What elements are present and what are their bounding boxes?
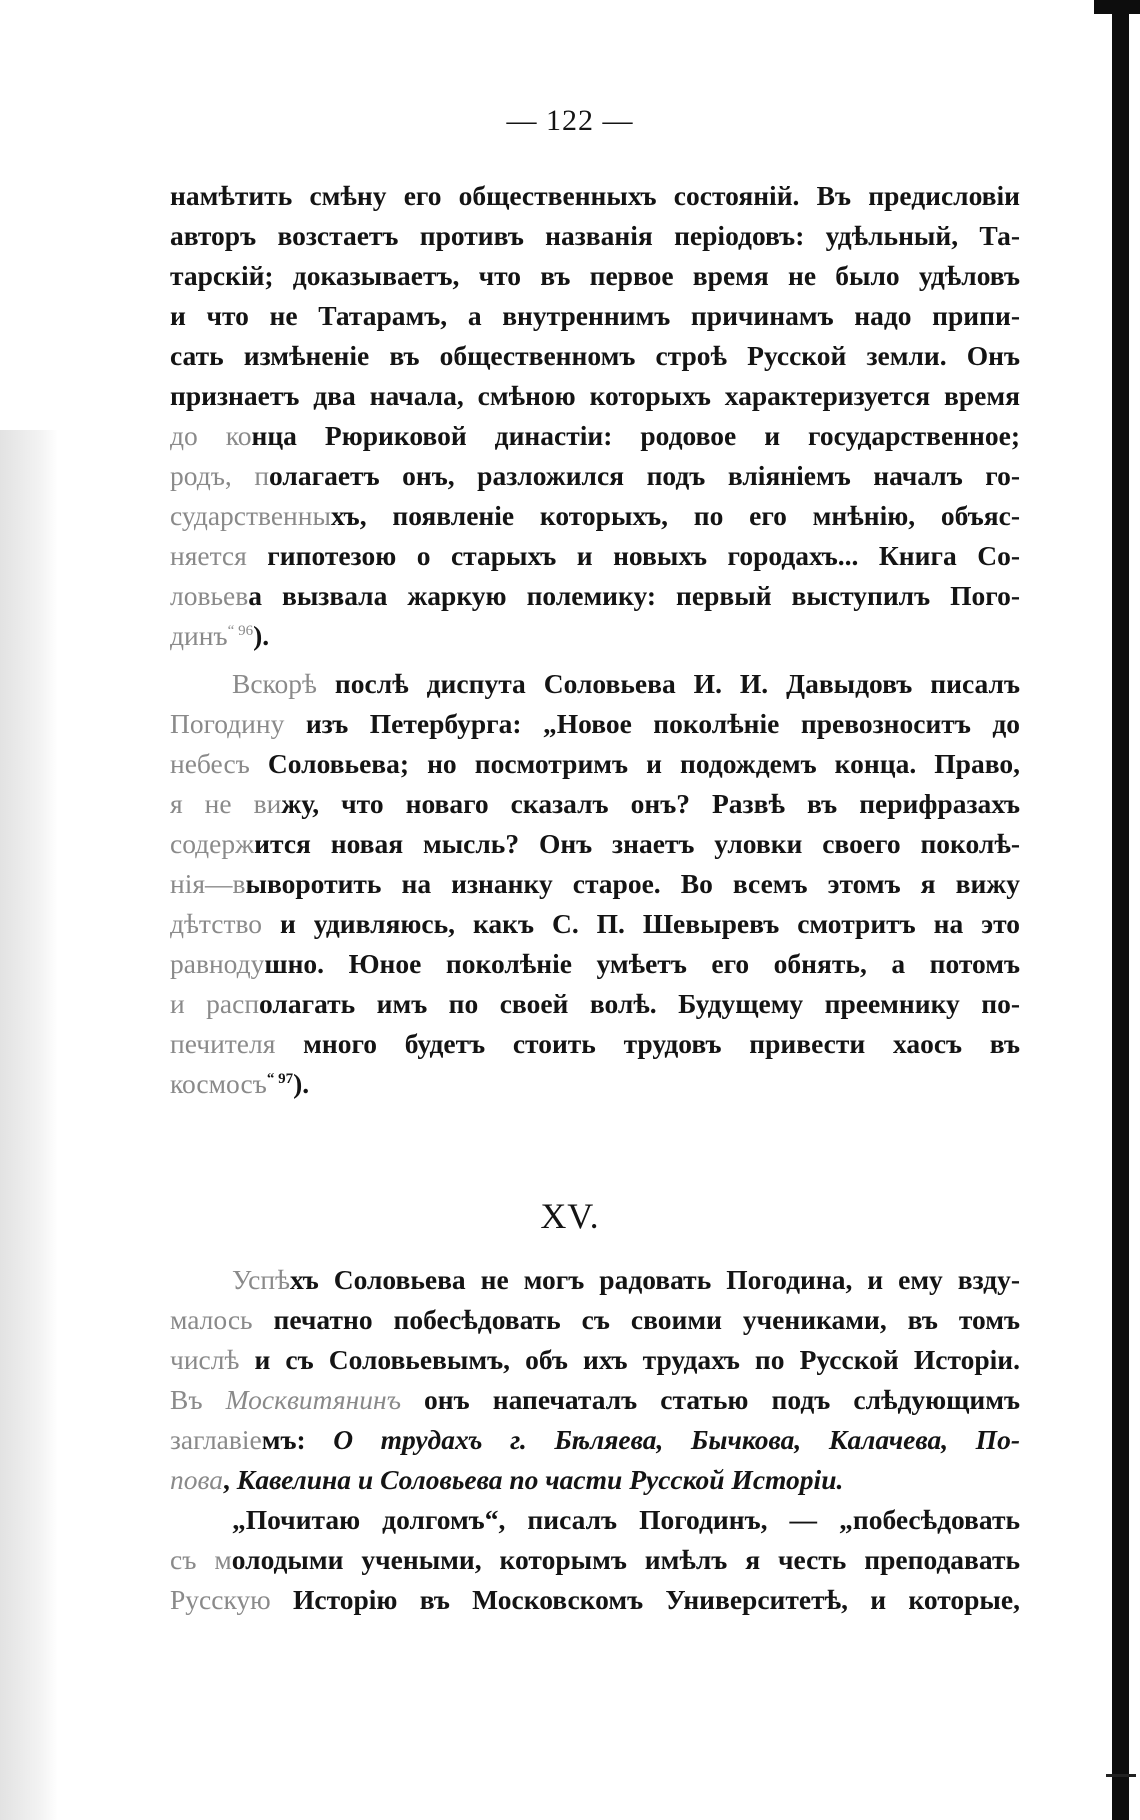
text-line: нія—выворотить на изнанку старое. Во всемъ этомъ я вижу xyxy=(170,868,1020,899)
page-number: — 122 — xyxy=(506,104,634,137)
footnote-marker: “ 96 xyxy=(227,622,254,639)
text-line: до конца Рюриковой династіи: родовое и государственное; xyxy=(170,420,1020,451)
text-line: сударственныхъ, появленіе которыхъ, по его мнѣнію, объяс- xyxy=(170,500,1020,531)
text-line: тарскій; доказываетъ, что въ первое время не было удѣловъ xyxy=(170,260,1020,291)
section-heading: XV. xyxy=(540,1196,600,1236)
scan-bottom-right-mark xyxy=(1106,1774,1136,1777)
text-line: Погодину изъ Петербурга: „Новое поколѣніе превозноситъ до xyxy=(170,708,1020,739)
text-line: родъ, полагаетъ онъ, разложился подъ вліяніемъ началъ го- xyxy=(170,460,1020,491)
footnote-marker: “ 97 xyxy=(266,1070,294,1087)
text-line: небесъ Соловьева; но посмотримъ и подождемъ конца. Право, xyxy=(170,748,1020,779)
text-line: Вскорѣ послѣ диспута Соловьева И. И. Давыдовъ писалъ xyxy=(232,668,1020,699)
text-line: Русскую Исторію въ Московскомъ Университетѣ, и которые, xyxy=(170,1584,1020,1615)
text-line: равнодушно. Юное поколѣніе умѣетъ его обнять, а потомъ xyxy=(170,948,1020,979)
scan-right-edge-bar xyxy=(1112,0,1129,1820)
text-line: признаетъ два начала, смѣною которыхъ характеризуется время xyxy=(170,380,1020,411)
text-line: ловьева вызвала жаркую полемику: первый выступилъ Пого- xyxy=(170,580,1020,611)
text-line: Въ Москвитянинъ онъ напечаталъ статью подъ слѣдующимъ xyxy=(170,1384,1021,1415)
text-line: авторъ возстаетъ противъ названія періодовъ: удѣльный, Та- xyxy=(170,220,1020,251)
text-line: малось печатно побесѣдовать съ своими учениками, въ томъ xyxy=(170,1304,1020,1335)
text-line: заглавіемъ: О трудахъ г. Бѣляева, Бычкова, Калачева, По- xyxy=(170,1424,1020,1455)
text-line: числѣ и съ Соловьевымъ, объ ихъ трудахъ по Русской Исторіи. xyxy=(170,1344,1020,1375)
text-line: и что не Татарамъ, а внутреннимъ причинамъ надо припи- xyxy=(170,300,1020,331)
text-line: содержится новая мысль? Онъ знаетъ уловки своего поколѣ- xyxy=(170,828,1020,859)
text-line: пова, Кавелина и Соловьева по части Русской Исторіи. xyxy=(170,1464,844,1495)
text-line: „Почитаю долгомъ“, писалъ Погодинъ, — „побесѣдовать xyxy=(232,1504,1020,1535)
text-line-footnote-96: динъ$^{“ 96}$). xyxy=(170,620,270,651)
text-line: дѣтство и удивляюсь, какъ С. П. Шевыревъ смотритъ на это xyxy=(170,908,1020,939)
text-line: и располагать имъ по своей волѣ. Будущему преемнику по- xyxy=(170,988,1020,1019)
text-line: намѣтить смѣну его общественныхъ состояній. Въ предисловіи xyxy=(170,180,1020,211)
text-line: няется гипотезою о старыхъ и новыхъ городахъ... Книга Со- xyxy=(170,540,1020,571)
text-line: Успѣхъ Соловьева не могъ радовать Погодина, и ему взду- xyxy=(232,1264,1020,1295)
text-line-footnote-97: космосъ$^{“ 97}$). xyxy=(170,1068,310,1099)
text-line: печителя много будетъ стоить трудовъ привести хаосъ въ xyxy=(170,1028,1020,1059)
text-line: съ молодыми учеными, которымъ имѣлъ я честь преподавать xyxy=(170,1544,1021,1575)
scan-left-shadow xyxy=(0,430,58,1820)
text-line: сать измѣненіе въ общественномъ строѣ Русской земли. Онъ xyxy=(170,340,1020,371)
text-line: я не вижу, что новаго сказалъ онъ? Развѣ въ перифразахъ xyxy=(170,788,1020,819)
